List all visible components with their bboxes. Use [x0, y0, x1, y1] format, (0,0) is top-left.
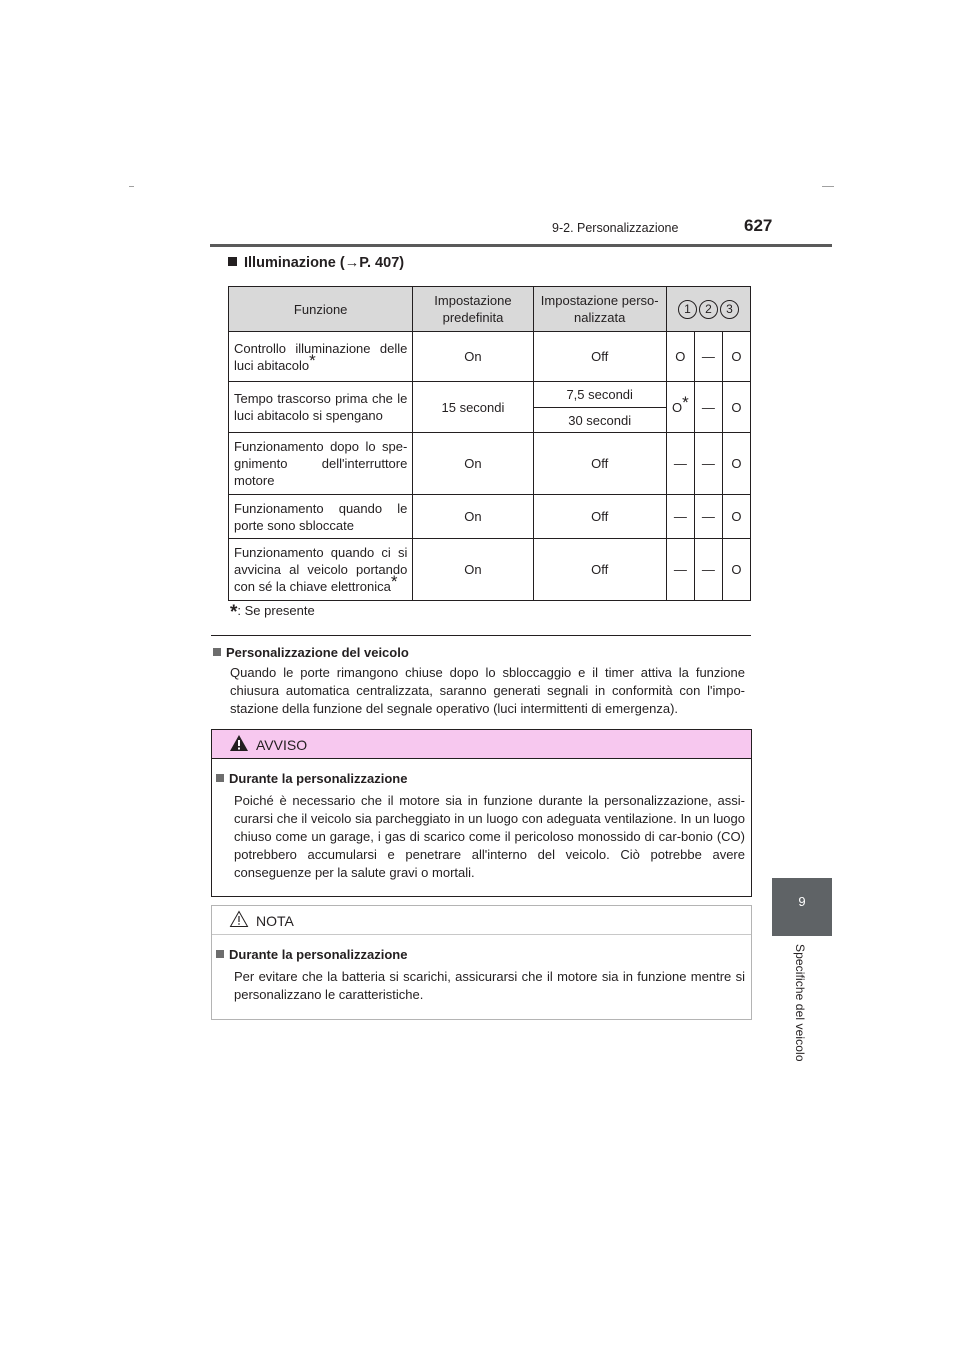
chapter-tab-label: Specifiche del veicolo — [793, 944, 807, 1062]
row-c3: O — [722, 539, 750, 601]
table-row — [229, 495, 751, 539]
chapter-tab-number: 9 — [798, 894, 806, 909]
row-c3: O — [722, 332, 750, 382]
note-subtitle: Durante la personalizzazione — [216, 947, 745, 962]
warning-box — [211, 729, 752, 897]
row-funzione: Tempo trascorso prima che le luci abitacolo si spengano — [229, 382, 413, 433]
row-c2: — — [694, 539, 722, 601]
row-c1: — — [666, 539, 694, 601]
header-default: Impostazione predefinita — [413, 287, 533, 332]
subsection-text: Quando le porte rimangono chiuse dopo lo sbloccaggio e il timer attiva la funzione chiusura automatica centralizzata, saranno generati segnali in conformità con l'impo-stazione della funzione del segnale operativo (luci intermittenti di emergenza). — [230, 665, 745, 716]
row-c3: O — [722, 433, 750, 495]
square-bullet-icon — [228, 257, 237, 266]
table-row — [229, 332, 751, 382]
circled-number-2: 2 — [699, 300, 718, 319]
row-funzione: Funzionamento quando le porte sono sbloccate — [229, 495, 413, 539]
table-row — [229, 382, 751, 408]
row-custom: Off — [533, 332, 666, 382]
caution-triangle-icon — [229, 910, 249, 928]
note-text: Per evitare che la batteria si scarichi, assicurarsi che il motore sia in funzione mentre si personalizzano le caratteristiche. — [234, 969, 745, 1002]
warning-box-body — [212, 759, 751, 894]
warning-subtitle: Durante la personalizzazione — [216, 771, 745, 786]
table-row — [229, 433, 751, 495]
header-rule — [210, 244, 832, 247]
note-box-title: NOTA — [256, 913, 294, 929]
crop-mark-left — [129, 186, 134, 187]
warning-box-title: AVVISO — [256, 737, 308, 753]
table-header-row — [229, 287, 751, 332]
row-c2: — — [694, 382, 722, 433]
warning-box-header — [212, 730, 751, 759]
settings-table — [228, 286, 751, 601]
row-c2: — — [694, 495, 722, 539]
row-funzione: Funzionamento quando ci si avvicina al veicolo portando con sé la chiave elettronica* — [229, 539, 413, 601]
page-number: 627 — [744, 216, 773, 235]
section-title-text: Illuminazione (→P. 407) — [244, 255, 405, 271]
running-header-section: 9-2. Personalizzazione — [552, 221, 679, 235]
section-divider — [211, 635, 751, 636]
square-bullet-icon — [216, 774, 224, 782]
crop-mark-right — [822, 186, 834, 187]
row-default: 15 secondi — [413, 382, 533, 433]
row-custom: Off — [533, 495, 666, 539]
row-custom-b: 30 secondi — [533, 408, 666, 433]
row-default: On — [413, 433, 533, 495]
chapter-tab[interactable] — [772, 878, 832, 936]
footnote-star: * — [682, 392, 689, 412]
note-box — [211, 905, 752, 1020]
row-c2: — — [694, 332, 722, 382]
row-funzione: Funzionamento dopo lo spe-gnimento dell'interruttore motore — [229, 433, 413, 495]
subsection-title: Personalizzazione del veicolo — [213, 645, 409, 660]
circled-number-3: 3 — [720, 300, 739, 319]
row-custom: Off — [533, 433, 666, 495]
note-box-header — [212, 906, 751, 935]
row-c1: O* — [666, 382, 694, 433]
circled-number-1: 1 — [678, 300, 697, 319]
row-c3: O — [722, 382, 750, 433]
row-custom: Off — [533, 539, 666, 601]
row-default: On — [413, 539, 533, 601]
row-c2: — — [694, 433, 722, 495]
warning-triangle-icon — [229, 734, 249, 752]
row-c1: — — [666, 495, 694, 539]
row-c3: O — [722, 495, 750, 539]
row-default: On — [413, 332, 533, 382]
footnote-star: * — [309, 350, 316, 370]
table-footnote — [230, 602, 315, 624]
footnote-text: : Se presente — [237, 603, 315, 618]
header-custom: Impostazione perso-nalizzata — [533, 287, 666, 332]
square-bullet-icon — [216, 950, 224, 958]
row-c1: O — [666, 332, 694, 382]
header-method-circles — [666, 287, 750, 332]
footnote-mark: * — [230, 602, 238, 623]
table-row — [229, 539, 751, 601]
row-custom-a: 7,5 secondi — [533, 382, 666, 408]
footnote-star: * — [390, 572, 398, 591]
header-funzione: Funzione — [229, 287, 413, 332]
note-box-body — [212, 935, 751, 1016]
row-funzione: Controllo illuminazione delle luci abitacolo* — [229, 332, 413, 382]
warning-text: Poiché è necessario che il motore sia in funzione durante la personalizzazione, assi-curarsi che il veicolo sia parcheggiato in un luogo con adeguata ventilazione. In un luogo chiuso come un garage, i gas di scarico come il pericoloso monossido di car-bonio (CO) potrebbero accumularsi e penetrare all'interno del veicolo. Ciò potrebbe avere conseguenze per la salute gravi o mortali. — [234, 793, 745, 880]
row-c1: — — [666, 433, 694, 495]
row-default: On — [413, 495, 533, 539]
section-title — [228, 255, 404, 271]
square-bullet-icon — [213, 648, 221, 656]
